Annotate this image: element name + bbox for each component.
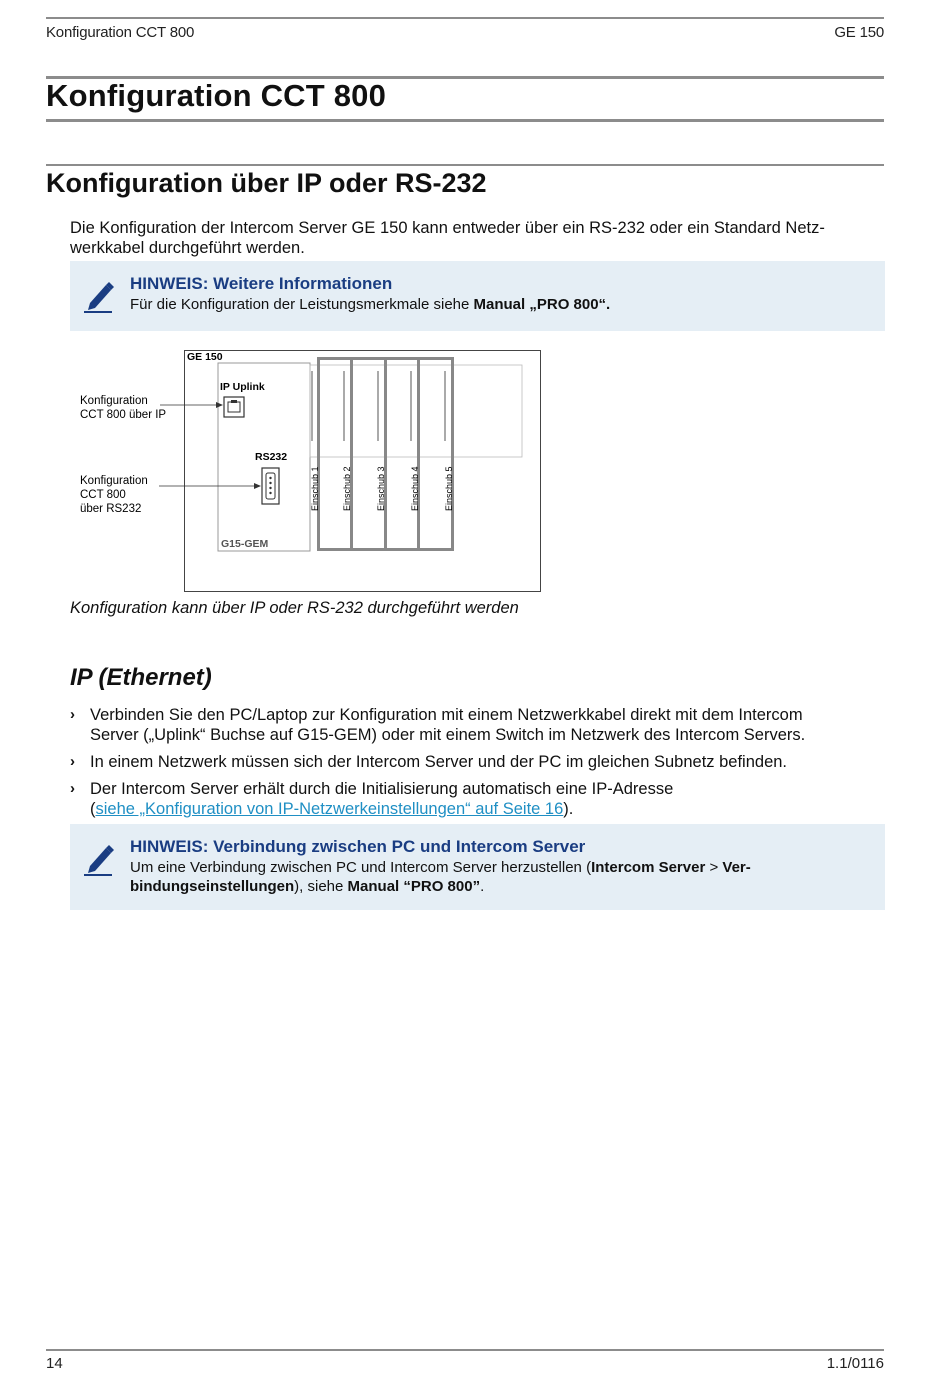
- serial-port-icon: [262, 468, 279, 504]
- section-rule: [46, 164, 884, 166]
- intro-line-1: Die Konfiguration der Intercom Server GE 150 kann entweder über ein RS-232 oder ein Standard Netz-: [70, 219, 825, 237]
- note-text-plain: Für die Konfiguration der Leistungsmerkmale siehe: [130, 296, 474, 313]
- pen-icon: [84, 842, 114, 876]
- header-left: Konfiguration CCT 800: [46, 24, 195, 41]
- section-heading: Konfiguration über IP oder RS-232: [46, 168, 487, 198]
- slot-1-label: Einschub 1: [310, 466, 320, 511]
- subsection-heading: IP (Ethernet): [70, 664, 212, 691]
- intro-paragraph: [70, 218, 885, 258]
- slot-3-label: Einschub 3: [376, 466, 386, 511]
- list-item: [70, 779, 885, 819]
- figure-caption: Konfiguration kann über IP oder RS-232 durchgeführt werden: [70, 599, 519, 617]
- list-item-line: In einem Netzwerk müssen sich der Intercom Server und der PC im gleichen Subnetz befinden.: [90, 753, 788, 771]
- list-item: [70, 752, 885, 772]
- slot-5-label: Einschub 5: [444, 466, 454, 511]
- pen-icon: [84, 279, 114, 313]
- note-text-plain: ), siehe: [294, 878, 348, 895]
- chevron-right-icon: ›: [70, 780, 75, 797]
- slot-2-label: Einschub 2: [342, 466, 352, 511]
- paren-close: ).: [563, 800, 574, 818]
- callout-rs-line-3: über RS232: [80, 503, 142, 515]
- note-text-bold: bindungseinstellungen: [130, 878, 295, 895]
- device-label: GE 150: [187, 351, 223, 363]
- ethernet-port-icon: [224, 397, 244, 417]
- slot-4-label: Einschub 4: [410, 466, 420, 511]
- footer-rule: [46, 1349, 884, 1351]
- callout-rs-line-2: CCT 800: [80, 489, 126, 501]
- note-box: [70, 824, 885, 910]
- list-item-line: Der Intercom Server erhält durch die Initialisierung automatisch eine IP-Adresse: [90, 780, 674, 798]
- header-right: GE 150: [834, 24, 884, 41]
- note-text-bold: Ver-: [722, 859, 751, 876]
- note-text: [130, 295, 830, 314]
- rs232-label: RS232: [255, 451, 288, 463]
- chevron-right-icon: ›: [70, 706, 75, 723]
- callout-ip-line-2: CCT 800 über IP: [80, 409, 167, 421]
- list-item-line: Server („Uplink“ Buchse auf G15-GEM) oder mit einem Switch im Netzwerk des Intercom Servers.: [90, 726, 806, 744]
- callout-ip-line-1: Konfiguration: [80, 395, 148, 407]
- note-text-plain: .: [480, 878, 485, 895]
- note-text: [130, 858, 830, 896]
- paren-open: (: [90, 800, 96, 818]
- note-text-bold: Manual „PRO 800“.: [473, 296, 611, 313]
- note-box: [70, 261, 885, 331]
- note-title: HINWEIS: Verbindung zwischen PC und Intercom Server: [130, 837, 586, 856]
- page-number: 14: [46, 1355, 63, 1372]
- configuration-diagram: [70, 349, 550, 594]
- document-version: 1.1/0116: [826, 1355, 884, 1372]
- ip-uplink-label: IP Uplink: [220, 381, 265, 393]
- note-text-plain: Um eine Verbindung zwischen PC und Intercom Server herzustellen (: [130, 859, 592, 876]
- list-item-line: Verbinden Sie den PC/Laptop zur Konfiguration mit einem Netzwerkkabel direkt mit dem Intercom: [90, 706, 803, 724]
- note-text-bold: Manual “PRO 800”: [347, 878, 481, 895]
- note-title: HINWEIS: Weitere Informationen: [130, 274, 393, 293]
- title-rule: [46, 119, 884, 122]
- page-title: Konfiguration CCT 800: [46, 78, 387, 113]
- note-text-plain: >: [705, 859, 723, 876]
- callout-rs-line-1: Konfiguration: [80, 475, 148, 487]
- cross-reference-link[interactable]: siehe „Konfiguration von IP-Netzwerkeinstellungen“ auf Seite 16: [95, 800, 564, 818]
- list-item: [70, 705, 885, 745]
- intro-line-2: werkkabel durchgeführt werden.: [70, 239, 305, 257]
- header-top-rule: [46, 17, 884, 19]
- note-text-bold: Intercom Server: [591, 859, 706, 876]
- module-label: G15-GEM: [221, 538, 269, 550]
- chevron-right-icon: ›: [70, 753, 75, 770]
